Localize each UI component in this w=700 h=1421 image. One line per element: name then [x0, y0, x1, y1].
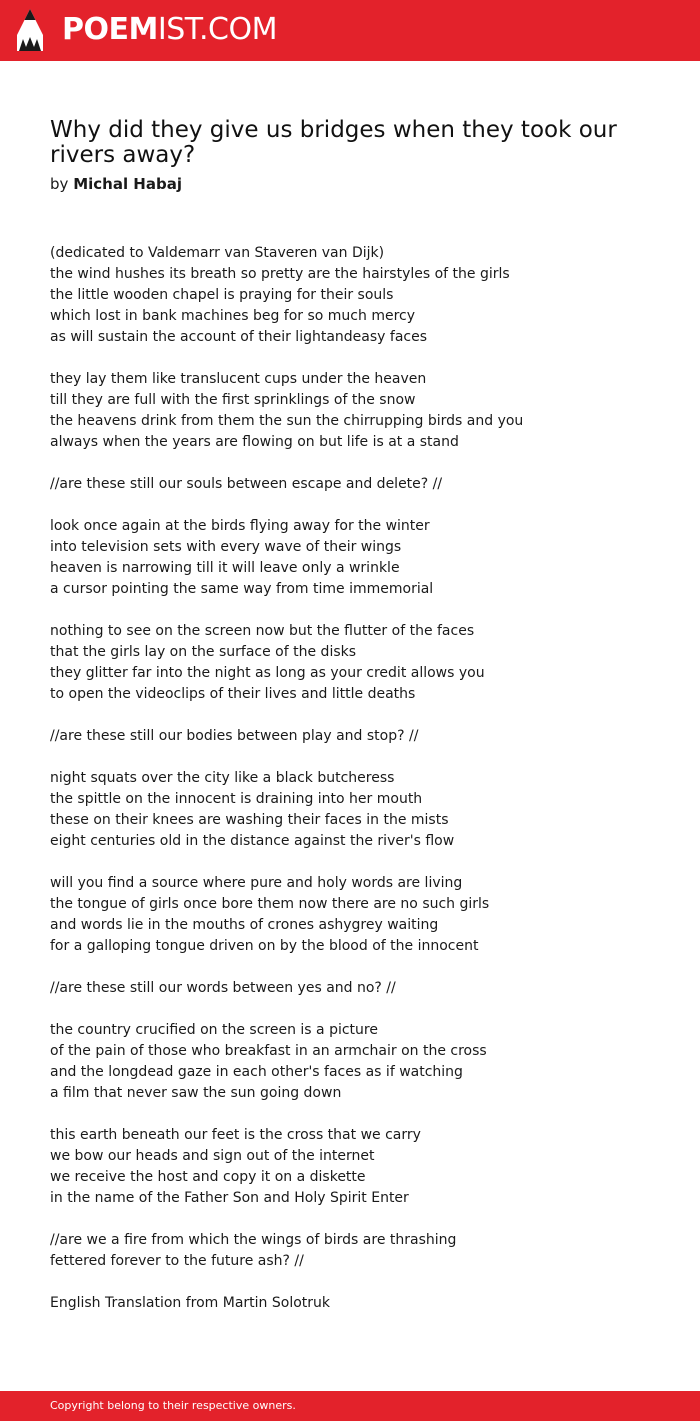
poem-line: the country crucified on the screen is a picture [50, 1022, 378, 1038]
poem-line: as will sustain the account of their lightandeasy faces [50, 329, 428, 345]
stanza-break [50, 1104, 670, 1125]
poem-line: fettered forever to the future ash? // [50, 1253, 304, 1269]
stanza-break [50, 1272, 670, 1293]
logo-light-text: IST.COM [157, 12, 277, 47]
poem-line: (dedicated to Valdemarr van Staveren van Dijk) [50, 245, 385, 261]
poem-line: //are we a fire from which the wings of birds are thrashing [50, 1232, 457, 1248]
poem-line: the wind hushes its breath so pretty are the hairstyles of the girls [50, 266, 510, 282]
poem-line: nothing to see on the screen now but the flutter of the faces [50, 623, 475, 639]
poem-line: look once again at the birds flying away for the winter [50, 518, 430, 534]
poem-line: and the longdead gaze in each other's faces as if watching [50, 1064, 463, 1080]
stanza-break [50, 852, 670, 873]
stanza-break [50, 453, 670, 474]
poem-line: this earth beneath our feet is the cross that we carry [50, 1127, 421, 1143]
poem-line: the spittle on the innocent is draining into her mouth [50, 791, 423, 807]
poem-line: a film that never saw the sun going down [50, 1085, 342, 1101]
poem-line: //are these still our souls between escape and delete? // [50, 476, 443, 492]
poem-line: always when the years are flowing on but life is at a stand [50, 434, 459, 450]
poem-title: Why did they give us bridges when they took our rivers away? [50, 117, 617, 168]
stanza-break [50, 495, 670, 516]
poem-body [50, 243, 670, 1314]
poem-line: they glitter far into the night as long as your credit allows you [50, 665, 485, 681]
pencil-icon[interactable] [17, 9, 43, 51]
stanza-break [50, 1209, 670, 1230]
poem-line: we receive the host and copy it on a diskette [50, 1169, 366, 1185]
poem-line: of the pain of those who breakfast in an armchair on the cross [50, 1043, 487, 1059]
poem-line: to open the videoclips of their lives and little deaths [50, 686, 416, 702]
poem-line: these on their knees are washing their faces in the mists [50, 812, 449, 828]
by-label: by [50, 175, 69, 193]
poem-line: which lost in bank machines beg for so much mercy [50, 308, 415, 324]
stanza-break [50, 999, 670, 1020]
site-logo[interactable] [62, 13, 277, 47]
poem-line: into television sets with every wave of their wings [50, 539, 402, 555]
poem-line: //are these still our bodies between play and stop? // [50, 728, 419, 744]
poem-line: heaven is narrowing till it will leave only a wrinkle [50, 560, 400, 576]
poem-line: the heavens drink from them the sun the chirrupping birds and you [50, 413, 524, 429]
stanza-break [50, 705, 670, 726]
stanza-break [50, 600, 670, 621]
copyright-text: Copyright belong to their respective owners. [50, 1399, 296, 1412]
poem-line: English Translation from Martin Solotruk [50, 1295, 331, 1311]
poem-line: and words lie in the mouths of crones ashygrey waiting [50, 917, 439, 933]
stanza-break [50, 348, 670, 369]
byline [50, 174, 182, 194]
stanza-break [50, 747, 670, 768]
poem-line: till they are full with the first sprinklings of the snow [50, 392, 416, 408]
site-header [0, 0, 700, 61]
author-name[interactable]: Michal Habaj [73, 175, 182, 193]
poem-line: //are these still our words between yes and no? // [50, 980, 396, 996]
logo-bold-text: POEM [62, 12, 158, 47]
poem-line: a cursor pointing the same way from time immemorial [50, 581, 434, 597]
poem-line: in the name of the Father Son and Holy Spirit Enter [50, 1190, 409, 1206]
poem-line: eight centuries old in the distance against the river's flow [50, 833, 455, 849]
poem-line: that the girls lay on the surface of the disks [50, 644, 357, 660]
poem-line: they lay them like translucent cups under the heaven [50, 371, 427, 387]
stanza-break [50, 957, 670, 978]
poem-line: night squats over the city like a black butcheress [50, 770, 395, 786]
poem-line: the little wooden chapel is praying for their souls [50, 287, 394, 303]
poem-line: for a galloping tongue driven on by the blood of the innocent [50, 938, 479, 954]
poem-line: we bow our heads and sign out of the internet [50, 1148, 375, 1164]
poem-line: will you find a source where pure and holy words are living [50, 875, 463, 891]
poem-line: the tongue of girls once bore them now there are no such girls [50, 896, 490, 912]
site-footer [0, 1391, 700, 1421]
